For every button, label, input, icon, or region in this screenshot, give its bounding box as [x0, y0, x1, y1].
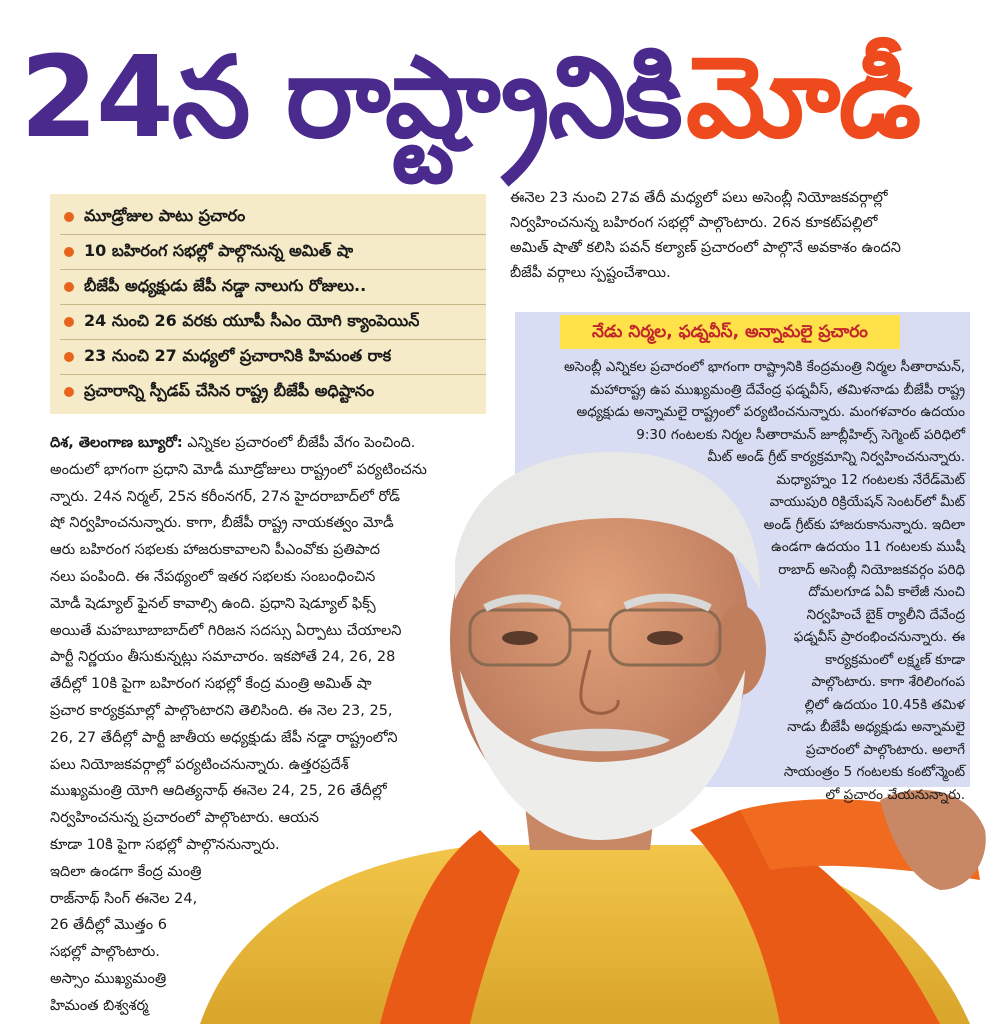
body-line: సభల్లో పాల్గొంటారు.: [50, 944, 160, 961]
body-line: అందులో భాగంగా ప్రధాని మోడీ మూడ్రోజులు రాష్ట్రంలో పర్యటించను: [50, 461, 427, 478]
body-line: వాయుపురి రిక్రియేషన్ సెంటర్‌లో మీట్: [769, 494, 965, 510]
body-line: లో ప్రచారం చేయనున్నారు.: [825, 786, 965, 803]
highlight-text: 10 బహిరంగ సభల్లో పాల్గొనున్న అమిత్ షా: [84, 240, 354, 260]
body-line: అస్సాం ముఖ్యమంత్రి: [50, 970, 167, 987]
body-line: మహారాష్ట్ర ఉప ముఖ్యమంత్రి దేవేంద్ర ఫడ్నవీస్, తమిళనాడు బీజేపీ రాష్ట్ర: [590, 381, 965, 398]
body-line: మీట్ అండ్ గ్రీట్ కార్యక్రమాన్ని నిర్వహించనున్నారు.: [707, 449, 965, 465]
body-line: ఆరు బహిరంగ సభలకు హాజరుకావాలని పీఎంవోకు ప్రతిపాద: [50, 542, 380, 559]
body-line: ఉండగా ఉదయం 11 గంటలకు ముషీ: [771, 539, 965, 555]
body-line: అసెంబ్లీ ఎన్నికల ప్రచారంలో భాగంగా రాష్ట్రానికి కేంద్రమంత్రి నిర్మల సీతారామన్,: [563, 359, 965, 375]
highlight-text: ప్రచారాన్ని స్పీడప్ చేసిన రాష్ట్ర బీజేపీ అధిష్టానం: [84, 380, 375, 400]
body-line: నిర్వహించే బైక్ ర్యాలీని దేవేంద్ర: [806, 606, 965, 623]
sidebar-body: [525, 356, 965, 806]
body-line: హిమంత బిశ్వశర్మ: [50, 997, 149, 1014]
highlight-item: [60, 305, 486, 340]
story-lead: దిశ, తెలంగాణ బ్యూరో:: [50, 435, 183, 451]
body-line: 26, 27 తేదీల్లో పార్టీ జాతీయ అధ్యక్షుడు జేపీ నడ్డా రాష్ట్రంలోని: [50, 729, 398, 746]
body-line: కూడా 10కి పైగా సభల్లో పాల్గొననున్నారు.: [50, 836, 280, 853]
body-line: నిర్వహించనున్న ప్రచారంలో పాల్గొంటారు. ఆయన: [50, 810, 319, 827]
body-text: ఎన్నికల ప్రచారంలో బీజేపీ వేగం పెంచింది.: [182, 435, 416, 451]
body-line: 26 తేదీల్లో మొత్తం 6: [50, 917, 167, 934]
body-line: అయితే మహబూబాబాద్‌లో గిరిజన సదస్సు ఏర్పాటు చేయాలని: [50, 622, 402, 639]
body-line: నలు పంపింది. ఈ నేపథ్యంలో ఇతర సభలకు సంబంధించిన: [50, 568, 376, 585]
body-line: 9:30 గంటలకు నిర్మల సీతారామన్ జూబ్లీహిల్స్ సెగ్మెంట్ పరిధిలో: [636, 426, 965, 443]
body-line: అమిత్ షాతో కలిసి పవన్ కల్యాణ్ ప్రచారంలో పాల్గొనే అవకాశం ఉందని: [510, 240, 901, 256]
body-line: నాడు బీజేపీ అధ్యక్షుడు అన్నామలై: [787, 719, 965, 735]
body-line: నిర్వహించనున్న బహిరంగ సభల్లో పాల్గొంటారు. 26న కూకట్‌పల్లిలో: [510, 215, 878, 231]
headline-part-2: మోడీ: [685, 33, 920, 163]
headline-part-1: 24న రాష్ట్రానికి: [20, 33, 681, 163]
bullet-icon: [64, 247, 74, 257]
bullet-icon: [64, 212, 74, 222]
body-line: ల్లిలో ఉదయం 10.45కి తమిళ: [804, 696, 965, 713]
body-line: తేదీల్లో 10కి పైగా బహిరంగ సభల్లో కేంద్ర మంత్రి అమిత్ షా: [50, 676, 372, 693]
body-line: ప్రచారంలో పాల్గొంటారు. అలాగే: [805, 741, 965, 758]
highlight-text: 24 నుంచి 26 వరకు యూపీ సీఎం యోగి క్యాంపెయిన్: [84, 310, 420, 330]
body-line: దోమలగూడ ఏవీ కాలేజీ నుంచి: [808, 584, 965, 600]
highlight-text: మూడ్రోజుల పాటు ప్రచారం: [84, 205, 246, 225]
body-line: కార్యక్రమంలో లక్ష్మణ్ కూడా: [825, 651, 965, 668]
body-line: షో నిర్వహించనున్నారు. కాగా, బీజేపీ రాష్ట్ర నాయకత్వం మోడీ: [50, 515, 394, 532]
bullet-icon: [64, 317, 74, 327]
body-line: ముఖ్యమంత్రి యోగి ఆదిత్యనాథ్ ఈనెల 24, 25, 26 తేదీల్లో: [50, 783, 387, 800]
body-line: మధ్యాహ్నం 12 గంటలకు నేరేడ్‌మెట్: [776, 471, 965, 488]
body-line: న్నారు. 24న నిర్మల్, 25న కరీంనగర్, 27న హైదరాబాద్‌లో రోడ్: [50, 488, 400, 505]
highlight-item: [60, 235, 486, 270]
body-line: రాబాద్ అసెంబ్లీ నియోజకవర్గం పరిధి: [778, 561, 965, 578]
body-line: మోడీ షెడ్యూల్ ఫైనల్ కావాల్సి ఉంది. ప్రధాని షెడ్యూల్ ఫిక్స్: [50, 595, 376, 612]
body-line: పాల్గొంటారు. కాగా శేరిలింగంప: [811, 674, 965, 690]
highlight-item: [60, 375, 486, 409]
body-line: బీజేపీ వర్గాలు స్పష్టంచేశాయి.: [510, 265, 671, 281]
highlight-item: [60, 340, 486, 375]
body-line: ప్రచార కార్యక్రమాల్లో పాల్గొంటారని తెలిసింది. ఈ నెల 23, 25,: [50, 702, 393, 719]
body-line: [50, 430, 490, 457]
body-line: పార్టీ నిర్ణయం తీసుకున్నట్లు సమాచారం. ఇకపోతే 24, 26, 28: [50, 649, 396, 666]
body-line: సాయంత్రం 5 గంటలకు కంటోన్మెంట్: [783, 764, 965, 780]
highlight-item: [60, 200, 486, 235]
body-line: ఇదిలా ఉండగా కేంద్ర మంత్రి: [50, 863, 202, 880]
body-line: అండ్ గ్రీట్‌కు హాజరుకానున్నారు. ఇదిలా: [763, 516, 965, 533]
top-right-text: [510, 186, 980, 286]
highlight-text: బీజేపీ అధ్యక్షుడు జేపీ నడ్డా నాలుగు రోజులు..: [84, 275, 367, 295]
body-line: అధ్యక్షుడు అన్నామలై రాష్ట్రంలో పర్యటించనున్నారు. మంగళవారం ఉదయం: [576, 404, 965, 420]
body-line: ఫడ్నవీస్ ప్రారంభించనున్నారు. ఈ: [793, 629, 965, 645]
body-line: ఈనెల 23 నుంచి 27వ తేదీ మధ్యలో పలు అసెంబ్లీ నియోజకవర్గాల్లో: [510, 190, 888, 206]
body-line: రాజ్‌నాథ్ సింగ్ ఈనెల 24,: [50, 890, 198, 907]
body-line: పలు నియోజకవర్గాల్లో పర్యటించనున్నారు. ఉత్తరప్రదేశ్: [50, 756, 349, 773]
main-story: [50, 430, 490, 1020]
highlight-text: 23 నుంచి 27 మధ్యలో ప్రచారానికి హిమంత రాక: [84, 345, 392, 365]
headline: [20, 8, 980, 188]
highlights-box: [50, 194, 486, 414]
bullet-icon: [64, 387, 74, 397]
sidebar-heading: నేడు నిర్మల, ఫడ్నవీస్, అన్నామలై ప్రచారం: [560, 315, 900, 349]
highlight-item: [60, 270, 486, 305]
bullet-icon: [64, 352, 74, 362]
bullet-icon: [64, 282, 74, 292]
